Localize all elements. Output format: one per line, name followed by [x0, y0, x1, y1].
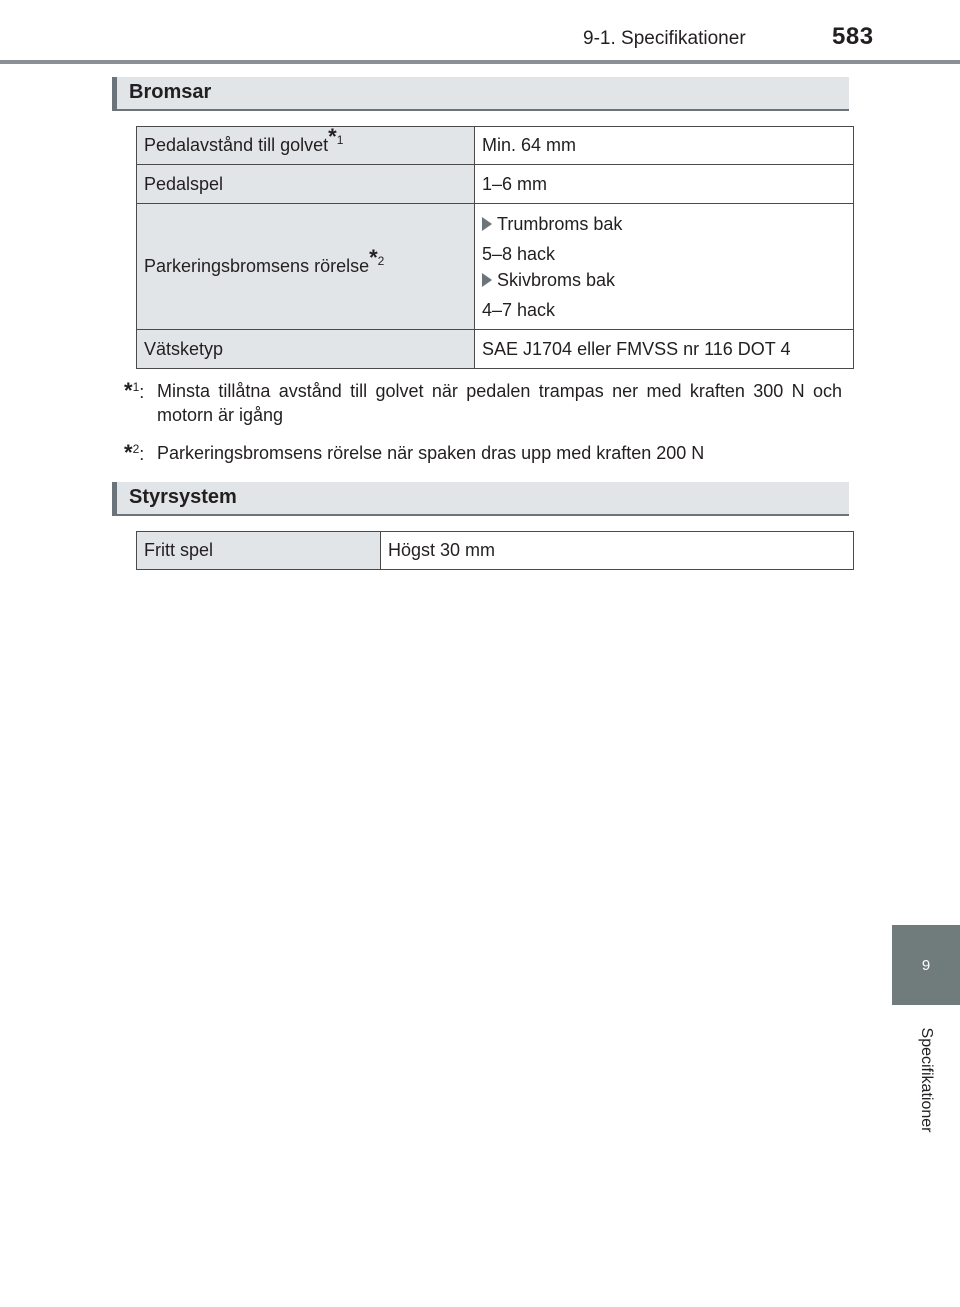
table-cell-label: Parkeringsbromsens rörelse$^{*2}$ — [137, 204, 475, 330]
footnote-2: *$^2$: Parkeringsbromsens rörelse när spaken dras upp med kraften 200 N — [124, 440, 705, 465]
steering-heading: Styrsystem — [112, 482, 849, 516]
table-row — [137, 204, 854, 330]
chapter-number: 9 — [921, 956, 931, 974]
bullet-triangle-icon — [482, 273, 492, 287]
steering-table — [136, 531, 854, 570]
brakes-heading: Bromsar — [112, 77, 849, 111]
table-cell-label: Pedalspel — [137, 165, 475, 204]
chapter-tab[interactable] — [892, 925, 960, 1005]
bullet-triangle-icon — [482, 217, 492, 231]
table-row — [137, 165, 854, 204]
page-number: 583 — [832, 23, 874, 50]
table-cell-value: Trumbroms bak 5–8 hack Skivbroms bak 4–7 hack — [475, 204, 854, 330]
table-row — [137, 532, 854, 570]
table-row — [137, 127, 854, 165]
table-cell-label: Pedalavstånd till golvet$^{*1}$ — [137, 127, 475, 165]
brakes-table — [136, 126, 854, 369]
section-title: 9-1. Specifikationer — [583, 28, 746, 49]
table-cell-value: SAE J1704 eller FMVSS nr 116 DOT 4 — [475, 330, 854, 369]
chapter-label: Specifikationer — [918, 1027, 935, 1133]
table-cell-label: Fritt spel — [137, 532, 381, 570]
header-divider — [0, 60, 960, 64]
table-cell-label: Vätsketyp — [137, 330, 475, 369]
footnote-1: *$^1$: Minsta tillåtna avstånd till golvet när pedalen trampas ner med kraften 300 N och motorn är igång — [124, 378, 842, 425]
table-cell-value: Högst 30 mm — [381, 532, 854, 570]
table-cell-value: 1–6 mm — [475, 165, 854, 204]
table-cell-value: Min. 64 mm — [475, 127, 854, 165]
table-row — [137, 330, 854, 369]
